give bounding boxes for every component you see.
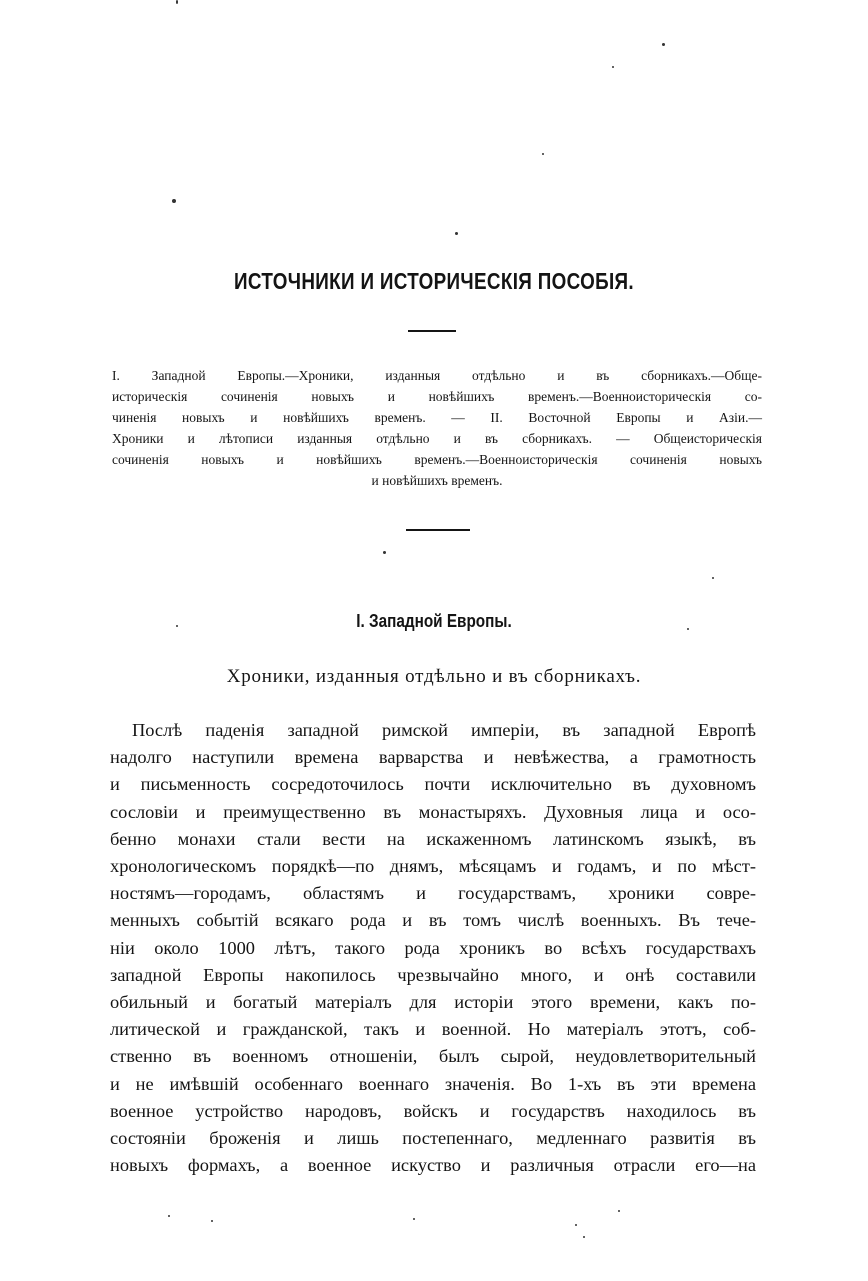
scan-speck <box>662 43 665 46</box>
scan-speck <box>383 551 386 554</box>
body-line: обильный и богатый матеріалъ для исторіи этого времени, какъ по- <box>110 992 756 1013</box>
summary-divider <box>406 529 470 531</box>
body-line: новыхъ формахъ, а военное искуство и различныя отрасли его—на <box>110 1155 756 1176</box>
body-line: надолго наступили времена варварства и невѣжества, а грамотность <box>110 747 756 768</box>
summary-line: сочиненія новыхъ и новѣйшихъ временъ.—Военноисторическія сочиненія новыхъ <box>112 452 762 467</box>
body-line: состояніи броженія и лишь постепеннаго, медленнаго развитія въ <box>110 1128 756 1149</box>
body-line: сословіи и преимущественно въ монастыряхъ. Духовныя лица и осо- <box>110 801 756 822</box>
scan-speck <box>712 577 714 579</box>
summary-line: чиненія новыхъ и новѣйшихъ временъ. — II. Восточной Европы и Азіи.— <box>112 410 762 425</box>
body-line: и не имѣвшій особеннаго военнаго значенія. Во 1-хъ въ эти времена <box>110 1073 756 1094</box>
title-divider <box>408 330 456 332</box>
scan-speck <box>176 0 178 4</box>
scan-speck <box>612 66 614 68</box>
scan-speck <box>168 1215 170 1217</box>
scan-speck <box>542 153 544 155</box>
summary-line: I. Западной Европы.—Хроники, изданныя отдѣльно и въ сборникахъ.—Обще- <box>112 368 762 383</box>
contents-summary <box>112 365 762 491</box>
body-line: ніи около 1000 лѣтъ, такого рода хроникъ во всѣхъ государствахъ <box>110 937 756 958</box>
scan-speck <box>618 1210 620 1212</box>
body-line: бенно монахи стали вести на искаженномъ латинскомъ языкѣ, въ <box>110 828 756 849</box>
body-line: ственно въ военномъ отношеніи, былъ сырой, неудовлетворительный <box>110 1046 756 1067</box>
body-line: и письменность сосредоточилось почти исключительно въ духовномъ <box>110 774 756 795</box>
scan-speck <box>413 1218 415 1220</box>
section-subheading: Хроники, изданныя отдѣльно и въ сборникахъ. <box>226 666 642 687</box>
body-paragraph <box>110 717 756 1179</box>
summary-line: историческія сочиненія новыхъ и новѣйшихъ временъ.—Военноисторическія со- <box>112 389 762 404</box>
body-line: ностямъ—городамъ, областямъ и государствамъ, хроники совре- <box>110 883 756 904</box>
scan-speck <box>575 1224 577 1226</box>
section-heading: I. Западной Европы. <box>356 611 512 631</box>
page-title: ИСТОЧНИКИ И ИСТОРИЧЕСКІЯ ПОСОБІЯ. <box>234 268 634 294</box>
body-line: Послѣ паденія западной римской имперіи, въ западной Европѣ <box>132 720 756 740</box>
summary-line: и новѣйшихъ временъ. <box>371 473 503 488</box>
summary-line: Хроники и лѣтописи изданныя отдѣльно и въ сборникахъ. — Общеисторическія <box>112 431 762 446</box>
scan-speck <box>172 199 176 203</box>
body-line: хронологическомъ порядкѣ—по днямъ, мѣсяцамъ и годамъ, и по мѣст- <box>110 856 756 877</box>
body-line: менныхъ событій всякаго рода и въ томъ числѣ военныхъ. Въ тече- <box>110 910 756 931</box>
body-line: военное устройство народовъ, войскъ и государствъ находилось въ <box>110 1100 756 1121</box>
body-line: литической и гражданской, такъ и военной. Но матеріалъ этотъ, соб- <box>110 1019 756 1040</box>
scan-speck <box>211 1220 213 1222</box>
scan-speck <box>455 232 458 235</box>
scan-speck <box>583 1236 585 1238</box>
body-line: западной Европы накопилось чрезвычайно много, и онѣ составили <box>110 964 756 985</box>
